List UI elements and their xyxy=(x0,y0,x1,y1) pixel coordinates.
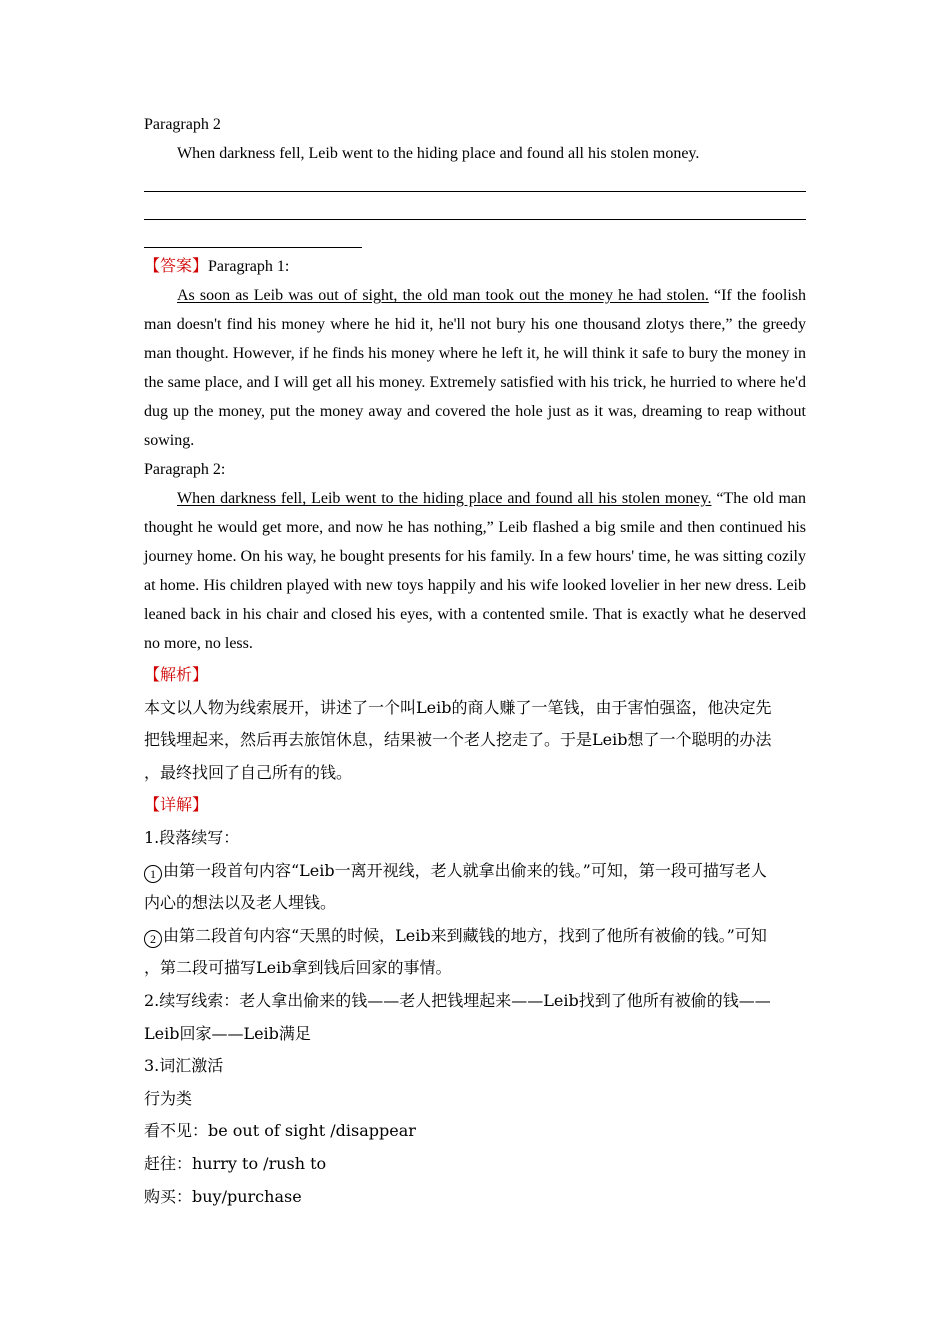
answer-blank-line xyxy=(144,196,806,224)
analysis-line: 本文以人物为线索展开，讲述了一个叫Leib的商人赚了一笔钱，由于害怕强盗，他决定先 xyxy=(144,697,772,717)
paragraph2-opening: When darkness fell, Leib went to the hiding place and found all his stolen money. xyxy=(177,145,700,162)
answer-tag: 【答案】 xyxy=(144,258,209,275)
paragraph2-answer-label: Paragraph 2: xyxy=(144,461,226,478)
detail-item3-title: 3.词汇激活 xyxy=(144,1056,224,1076)
detail-item1-a-line: 内心的想法以及老人埋钱。 xyxy=(144,893,337,913)
vocab-category: 行为类 xyxy=(144,1088,193,1108)
paragraph2-body: “The old man thought he would get more, and now he has nothing,” Leib flashed a big smile and then continued his journey home. On his way, he bought presents for his family. In a few hours' time, he was sitting cozily at home. His children played with new toys happily and his wife looked lovelier in her new dress. Leib leaned back in his chair and closed his eyes, with a contented smile. That is exactly what he deserved no more, no less. xyxy=(144,490,807,652)
detail-item1-a-line: 由第一段首句内容“Leib一离开视线，老人就拿出偷来的钱。”可知，第一段可描写老人 xyxy=(163,860,767,880)
answer-blank-line xyxy=(144,224,806,252)
detail-item2-line: 2.续写线索：老人拿出偷来的钱——老人把钱埋起来——Leib找到了他所有被偷的钱—— xyxy=(144,990,771,1010)
answer-paragraph-1 xyxy=(144,281,806,455)
analysis-line: 把钱埋起来，然后再去旅馆休息，结果被一个老人挖走了。于是Leib想了一个聪明的办法 xyxy=(144,730,772,750)
vocab-entry: 看不见：be out of sight /disappear xyxy=(144,1121,416,1141)
circled-number-1: 1 xyxy=(144,865,162,883)
detail-item1-b xyxy=(144,920,806,953)
paragraph1-opening-underlined: As soon as Leib was out of sight, the old man took out the money he had stolen. xyxy=(177,287,709,304)
detail-item1-title: 1.段落续写： xyxy=(144,827,240,847)
analysis-line: ，最终找回了自己所有的钱。 xyxy=(144,762,353,782)
answer-heading xyxy=(144,252,806,281)
answer-paragraph-2 xyxy=(144,484,806,658)
paragraph2-label: Paragraph 2 xyxy=(144,116,221,133)
detail-item1-a xyxy=(144,855,806,888)
detail-item2-line: Leib回家——Leib满足 xyxy=(144,1023,311,1043)
paragraph1-body: “If the foolish man doesn't find his money where he hid it, he'll not bury his one thousand zlotys there,” the greedy man thought. However, if he finds his money where he left it, he will think it safe to bury the money in the same place, and I will get all his money. Extremely satisfied with his trick, he hurried to where he'd dug up the money, put the money away and covered the hole just as it was, dreaming to reap without sowing. xyxy=(144,287,807,449)
document-page xyxy=(144,110,806,1213)
answer-blank-line xyxy=(144,168,806,196)
detail-tag: 【详解】 xyxy=(144,795,209,815)
analysis-tag: 【解析】 xyxy=(144,665,209,684)
paragraph2-opening-underlined: When darkness fell, Leib went to the hiding place and found all his stolen money. xyxy=(177,490,712,507)
circled-number-2: 2 xyxy=(144,930,162,948)
paragraph1-label: Paragraph 1: xyxy=(208,258,290,275)
detail-item1-b-line: 由第二段首句内容“天黑的时候，Leib来到藏钱的地方，找到了他所有被偷的钱。”可知 xyxy=(163,925,767,945)
vocab-entry: 赶往：hurry to /rush to xyxy=(144,1153,327,1173)
vocab-entry: 购买：buy/purchase xyxy=(144,1186,302,1206)
detail-item1-b-line: ，第二段可描写Leib拿到钱后回家的事情。 xyxy=(144,958,452,978)
